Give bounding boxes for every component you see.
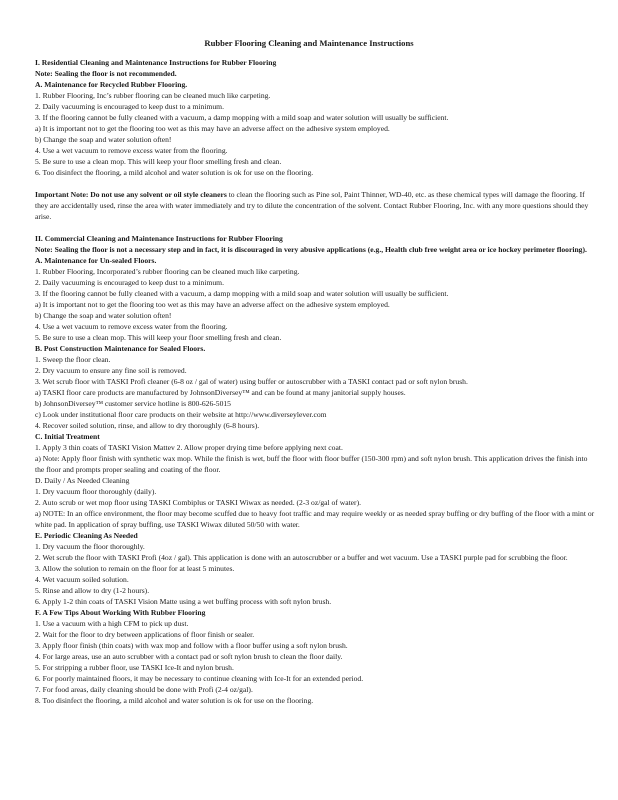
section-2c-heading: C. Initial Treatment bbox=[35, 432, 100, 441]
list-item: a) It is important not to get the flooring too wet as this may have an adverse affect on the adhesive system employed. bbox=[35, 124, 390, 133]
section-2d-heading: D. Daily / As Needed Cleaning bbox=[35, 476, 130, 485]
section-1-heading: I. Residential Cleaning and Maintenance Instructions for Rubber Flooring bbox=[35, 58, 277, 67]
list-item: 2. Dry vacuum to ensure any fine soil is removed. bbox=[35, 366, 187, 375]
list-item: 4. Wet vacuum soiled solution. bbox=[35, 575, 129, 584]
section-1-note: Note: Sealing the floor is not recommended. bbox=[35, 69, 177, 78]
list-item: 6. Too disinfect the flooring, a mild alcohol and water solution is ok for use on the flooring. bbox=[35, 168, 314, 177]
document-body bbox=[35, 57, 595, 706]
section-1a-heading: A. Maintenance for Recycled Rubber Flooring. bbox=[35, 80, 188, 89]
section-2-heading: II. Commercial Cleaning and Maintenance Instructions for Rubber Flooring bbox=[35, 234, 283, 243]
section-2b-heading: B. Post Construction Maintenance for Sealed Floors. bbox=[35, 344, 206, 353]
list-item: 2. Auto scrub or wet mop floor using TASKI Combiplus or TASKI Wiwax as needed. (2-3 oz/gal of water). bbox=[35, 498, 362, 507]
list-item: c) Look under institutional floor care products on their website at http://www.diverseylever.com bbox=[35, 410, 327, 419]
list-item: 6. For poorly maintained floors, it may be necessary to continue cleaning with Ice-It for an extended period. bbox=[35, 674, 364, 683]
list-item: 6. Apply 1-2 thin coats of TASKI Vision Matte using a wet buffing process with soft nylon brush. bbox=[35, 597, 332, 606]
list-item: 3. If the flooring cannot be fully cleaned with a vacuum, a damp mopping with a mild soap and water solution will usually be sufficient. bbox=[35, 113, 449, 122]
list-item: 8. Too disinfect the flooring, a mild alcohol and water solution is ok for use on the flooring. bbox=[35, 696, 314, 705]
list-item: a) TASKI floor care products are manufactured by JohnsonDiversey™ and can be found at many janitorial supply houses. bbox=[35, 388, 406, 397]
list-item: b) Change the soap and water solution often! bbox=[35, 311, 172, 320]
list-item: 4. Use a wet vacuum to remove excess water from the flooring. bbox=[35, 322, 228, 331]
list-item: 3. Apply floor finish (thin coats) with wax mop and follow with a floor buffer using a soft nylon brush. bbox=[35, 641, 348, 650]
list-item: 2. Daily vacuuming is encouraged to keep dust to a minimum. bbox=[35, 278, 224, 287]
important-note-bold: Important Note: Do not use any solvent or oil style cleaners bbox=[35, 190, 227, 199]
list-item: 1. Use a vacuum with a high CFM to pick up dust. bbox=[35, 619, 189, 628]
section-2-note: Note: Sealing the floor is not a necessary step and in fact, it is discouraged in very abusive applications (e.g., Health club free weight area or ice hockey perimeter flooring). bbox=[35, 245, 587, 254]
list-item: a) Note: Apply floor finish with synthetic wax mop. While the finish is wet, buff the floor with floor buffer (150-300 rpm) and soft nylon brush. This application drives the finish into the floor and prompts proper sealing and coating of the floor. bbox=[35, 454, 588, 474]
list-item: 1. Sweep the floor clean. bbox=[35, 355, 111, 364]
list-item: a) NOTE: In an office environment, the floor may become scuffed due to heavy foot traffic and may require weekly or as needed spray buffing or dry buffing of the floor with a mint or white pad. In application of spray buffing, use TASKI Wiwax diluted 50/50 with water. bbox=[35, 509, 595, 529]
list-item: 1. Dry vacuum floor thoroughly (daily). bbox=[35, 487, 157, 496]
list-item: 1. Rubber Flooring, Inc’s rubber flooring can be cleaned much like carpeting. bbox=[35, 91, 271, 100]
document-title: Rubber Flooring Cleaning and Maintenance Instructions bbox=[204, 38, 414, 48]
list-item: 4. For large areas, use an auto scrubber with a contact pad or soft nylon brush to clean the floor daily. bbox=[35, 652, 343, 661]
list-item: 4. Use a wet vacuum to remove excess water from the flooring. bbox=[35, 146, 228, 155]
list-item: a) It is important not to get the flooring too wet as this may have an adverse affect on the adhesive system employed. bbox=[35, 300, 390, 309]
list-item: b) Change the soap and water solution often! bbox=[35, 135, 172, 144]
list-item: 5. Rinse and allow to dry (1-2 hours). bbox=[35, 586, 150, 595]
list-item: 2. Daily vacuuming is encouraged to keep dust to a minimum. bbox=[35, 102, 224, 111]
spacer bbox=[35, 178, 595, 189]
section-2e-heading: E. Periodic Cleaning As Needed bbox=[35, 531, 138, 540]
list-item: 2. Wait for the floor to dry between applications of floor finish or sealer. bbox=[35, 630, 255, 639]
list-item: 5. For stripping a rubber floor, use TASKI Ice-It and nylon brush. bbox=[35, 663, 234, 672]
list-item: 1. Apply 3 thin coats of TASKI Vision Mattev 2. Allow proper drying time before applying next coat. bbox=[35, 443, 343, 452]
section-2a-heading: A. Maintenance for Un-sealed Floors. bbox=[35, 256, 157, 265]
list-item: 1. Rubber Flooring, Incorporated’s rubber flooring can be cleaned much like carpeting. bbox=[35, 267, 300, 276]
list-item: 2. Wet scrub the floor with TASKI Profi (4oz / gal). This application is done with an autoscrubber or a buffer and wet vacuum. Use a TASKI purple pad for scrubbing the floor. bbox=[35, 553, 568, 562]
list-item: 4. Recover soiled solution, rinse, and allow to dry thoroughly (6-8 hours). bbox=[35, 421, 260, 430]
list-item: 1. Dry vacuum the floor thoroughly. bbox=[35, 542, 145, 551]
list-item: 3. If the flooring cannot be fully cleaned with a vacuum, a damp mopping with a mild soap and water solution will usually be sufficient. bbox=[35, 289, 449, 298]
list-item: 7. For food areas, daily cleaning should be done with Profi (2-4 oz/gal). bbox=[35, 685, 253, 694]
important-note-text: to clean the flooring such as Pine sol, Paint Thinner, WD-40, etc. as these chemical types will damage the flooring. If they are accidentally used, rinse the area with water immediately and try to dilute the concentration of the solvent. Contact Rubber Flooring, Inc. with any more questions should they arise. bbox=[35, 190, 589, 221]
list-item: 5. Be sure to use a clean mop. This will keep your floor smelling fresh and clean. bbox=[35, 157, 282, 166]
list-item: 5. Be sure to use a clean mop. This will keep your floor smelling fresh and clean. bbox=[35, 333, 282, 342]
section-2f-heading: F. A Few Tips About Working With Rubber Flooring bbox=[35, 608, 206, 617]
important-note bbox=[35, 189, 595, 222]
list-item: b) JohnsonDiversey™ customer service hotline is 800-626-5015 bbox=[35, 399, 231, 408]
list-item: 3. Allow the solution to remain on the floor for at least 5 minutes. bbox=[35, 564, 235, 573]
spacer bbox=[35, 222, 595, 233]
list-item: 3. Wet scrub floor with TASKI Profi cleaner (6-8 oz / gal of water) using buffer or autoscrubber with a TASKI contact pad or soft nylon brush. bbox=[35, 377, 468, 386]
